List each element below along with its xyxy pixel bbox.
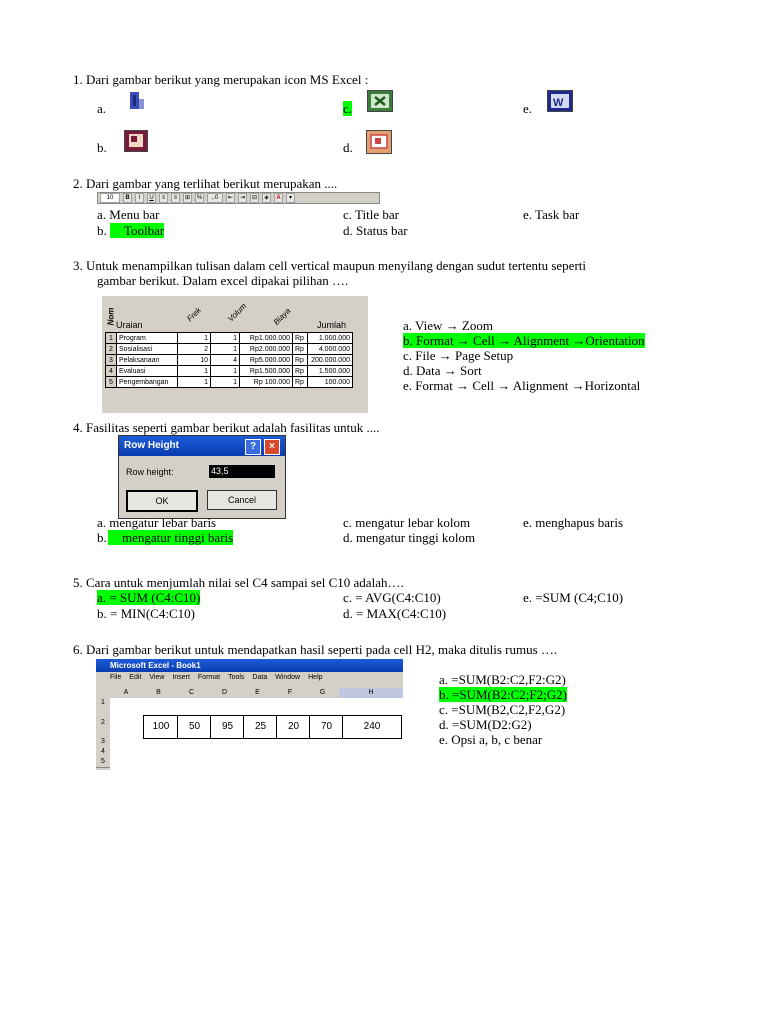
bold-button: B [123, 193, 132, 203]
q2-question: 2. Dari gambar yang terlihat berikut merupakan .... [73, 176, 338, 191]
table-cell: 1 [106, 333, 117, 344]
q6-question: 6. Dari gambar berikut untuk mendapatkan hasil seperti pada cell H2, maka ditulis rumus …. [73, 642, 558, 657]
menu-item-file[interactable]: File [110, 674, 122, 681]
excel-title-bar [96, 659, 403, 672]
table-row [106, 366, 353, 377]
table-row [106, 344, 353, 355]
table-row [106, 333, 353, 344]
table-cell: Rp [293, 344, 308, 355]
close-icon[interactable]: × [264, 439, 280, 455]
merge-icon: ⊞ [184, 195, 191, 201]
cell-c2[interactable]: 50 [177, 715, 212, 739]
table-cell: Rp1.000.000 [240, 333, 293, 344]
slant-header-nom: Nom [106, 307, 116, 326]
q4-option-b-letter: b. [97, 530, 107, 545]
row-header-3[interactable]: 3 [96, 737, 110, 748]
table-cell: Rp 100.000 [240, 377, 293, 388]
q5-option-b: b. = MIN(C4:C10) [97, 606, 195, 621]
q2-option-a: a. Menu bar [97, 207, 160, 222]
table-cell: 1.000.000 [308, 333, 353, 344]
q1-option-a: a. [97, 101, 107, 116]
indent-icon: ⇤ [227, 195, 234, 201]
excel-icon [367, 90, 393, 112]
table-cell: 1 [178, 333, 211, 344]
menu-item-help[interactable]: Help [308, 674, 323, 681]
table-row [106, 355, 353, 366]
table-cell: 4 [106, 366, 117, 377]
q2-option-b: Toolbar [110, 223, 164, 238]
q1-option-d: d. [343, 140, 353, 155]
q2-option-b-letter: b. [97, 223, 107, 238]
table-cell: 1 [178, 366, 211, 377]
row-header-1[interactable]: 1 [96, 698, 110, 709]
q2-option-d: d. Status bar [343, 223, 408, 238]
table-cell: 1 [211, 366, 240, 377]
table-cell: Rp [293, 355, 308, 366]
header-uraian: Uraian [116, 320, 143, 330]
cell-f2[interactable]: 20 [276, 715, 311, 739]
cell-g2[interactable]: 70 [309, 715, 344, 739]
table-cell: 1 [178, 377, 211, 388]
menu-item-format[interactable]: Format [197, 674, 221, 681]
q4-option-e: e. menghapus baris [523, 515, 624, 530]
table-cell: 4.000.000 [308, 344, 353, 355]
q1-question: 1. Dari gambar berikut yang merupakan icon MS Excel : [73, 72, 369, 87]
q4-option-a: a. mengatur lebar baris [97, 515, 217, 530]
table-cell: 2 [178, 344, 211, 355]
font-color-button: A [274, 193, 283, 203]
access-icon [127, 90, 147, 110]
row-height-dialog [118, 435, 286, 519]
q5-question: 5. Cara untuk menjumlah nilai sel C4 sampai sel C10 adalah…. [73, 575, 404, 590]
table-cell: 10 [178, 355, 211, 366]
q4-option-b: mengatur tinggi baris [108, 530, 233, 545]
table-cell: Rp1.500.000 [240, 366, 293, 377]
word-icon [547, 90, 573, 112]
column-header-a[interactable]: A [110, 688, 143, 698]
fill-color-icon: ◈ [262, 193, 271, 203]
table-cell: 1 [211, 333, 240, 344]
align-left-icon: ≡ [159, 193, 168, 203]
slant-header-volum: Volum [226, 301, 249, 324]
column-header-g[interactable]: G [306, 688, 340, 698]
table-cell: Rp [293, 333, 308, 344]
orientation-data-table [105, 332, 353, 388]
q6-option-e: e. Opsi a, b, c benar [439, 732, 543, 747]
table-cell: 4 [211, 355, 240, 366]
cell-d2[interactable]: 95 [210, 715, 245, 739]
table-cell: Evaluasi [117, 366, 178, 377]
table-cell: 1.500.000 [308, 366, 353, 377]
table-cell: 1 [211, 377, 240, 388]
row-header-5[interactable]: 5 [96, 757, 110, 768]
ok-button[interactable]: OK [126, 490, 198, 512]
underline-button: U [147, 193, 156, 203]
column-header-e[interactable]: E [241, 688, 275, 698]
column-header-d[interactable]: D [208, 688, 242, 698]
table-cell: 3 [106, 355, 117, 366]
q5-option-c: c. = AVG(C4:C10) [343, 590, 441, 605]
cancel-button[interactable]: Cancel [207, 490, 277, 510]
slant-header-biaya: Biaya [271, 306, 293, 327]
borders-icon: ⊟ [251, 195, 258, 201]
table-cell: Rp [293, 366, 308, 377]
q3-option-a: a. View → Zoom [403, 318, 493, 333]
table-cell: Pelaksanaan [117, 355, 178, 366]
decimal-button: ,.0 [207, 193, 223, 203]
column-header-h[interactable]: H [339, 688, 403, 698]
table-cell: Sosialisasi [117, 344, 178, 355]
menu-item-tools[interactable]: Tools [228, 674, 245, 681]
formatting-toolbar [97, 192, 380, 204]
percent-button: % [196, 195, 203, 201]
q6-option-b: b. =SUM(B2:C2;F2;G2) [439, 687, 567, 702]
slant-header-frek: Frek [185, 305, 203, 324]
cell-h2[interactable]: 240 [342, 715, 402, 739]
q5-option-a: a. = SUM (C4:C10) [97, 590, 201, 605]
table-cell: 100.000 [308, 377, 353, 388]
q2-option-c: c. Title bar [343, 207, 399, 222]
table-cell: Rp2.000.000 [240, 344, 293, 355]
column-header-c[interactable]: C [175, 688, 209, 698]
table-cell: 1 [211, 344, 240, 355]
q3-option-e: e. Format → Cell → Alignment →Horizontal [403, 378, 641, 393]
chevron-down-icon: ▾ [286, 193, 295, 203]
outdent-icon: ⇥ [239, 195, 246, 201]
cell-e2[interactable]: 25 [243, 715, 278, 739]
table-cell: Program [117, 333, 178, 344]
q3-question-line2: gambar berikut. Dalam excel dipakai pilihan …. [97, 273, 349, 288]
q1-option-c: c. [343, 101, 353, 116]
outlook-icon [366, 130, 392, 154]
table-cell: Rp [293, 377, 308, 388]
q4-question: 4. Fasilitas seperti gambar berikut adalah fasilitas untuk .... [73, 420, 380, 435]
q4-option-c: c. mengatur lebar kolom [343, 515, 471, 530]
row-height-label: Row height: [126, 467, 174, 477]
q5-option-e: e. =SUM (C4;C10) [523, 590, 624, 605]
align-center-icon: ≡ [171, 193, 180, 203]
q6-option-d: d. =SUM(D2:G2) [439, 717, 532, 732]
menu-item-insert[interactable]: Insert [172, 674, 190, 681]
row-height-input[interactable]: 43,5 [209, 465, 275, 478]
q1-option-e: e. [523, 101, 533, 116]
cell-b2[interactable]: 100 [143, 715, 179, 739]
q3-option-d: d. Data → Sort [403, 363, 482, 378]
svg-text:W: W [553, 97, 564, 109]
help-icon[interactable]: ? [245, 439, 261, 455]
italic-button: I [135, 193, 144, 203]
q3-option-c: c. File → Page Setup [403, 348, 514, 363]
table-cell: 5 [106, 377, 117, 388]
font-size-box: 10 [100, 193, 120, 203]
menu-item-edit[interactable]: Edit [129, 674, 142, 681]
table-cell: 200.000.000 [308, 355, 353, 366]
excel-menu-bar [96, 672, 403, 683]
q2-option-e: e. Task bar [523, 207, 580, 222]
excel-window-title: Microsoft Excel - Book1 [110, 661, 201, 670]
q4-option-d: d. mengatur tinggi kolom [343, 530, 476, 545]
table-cell: Rp5.000.000 [240, 355, 293, 366]
q6-option-c: c. =SUM(B2,C2,F2,G2) [439, 702, 566, 717]
column-header-b[interactable]: B [142, 688, 176, 698]
excel-orientation-table [102, 296, 368, 413]
q5-option-d: d. = MAX(C4:C10) [343, 606, 447, 621]
table-cell: Pengembangan [117, 377, 178, 388]
header-jumlah: Jumlah [317, 320, 347, 330]
dialog-title-text: Row Height [124, 440, 179, 451]
menu-item-view[interactable]: View [149, 674, 165, 681]
row-header-2[interactable]: 2 [96, 708, 110, 738]
powerpoint-icon [124, 130, 148, 152]
menu-item-data[interactable]: Data [252, 674, 268, 681]
q1-option-b: b. [97, 140, 107, 155]
dialog-title [119, 436, 285, 456]
table-row [106, 377, 353, 388]
table-cell: 2 [106, 344, 117, 355]
row-header-4[interactable]: 4 [96, 747, 110, 758]
menu-item-window[interactable]: Window [275, 674, 301, 681]
column-header-f[interactable]: F [274, 688, 307, 698]
q3-question-line1: 3. Untuk menampilkan tulisan dalam cell vertical maupun menyilang dengan sudut tertentu seperti [73, 258, 586, 273]
q3-option-b: b. Format → Cell → Alignment →Orientation [403, 333, 645, 348]
q6-option-a: a. =SUM(B2:C2,F2:G2) [439, 672, 566, 687]
